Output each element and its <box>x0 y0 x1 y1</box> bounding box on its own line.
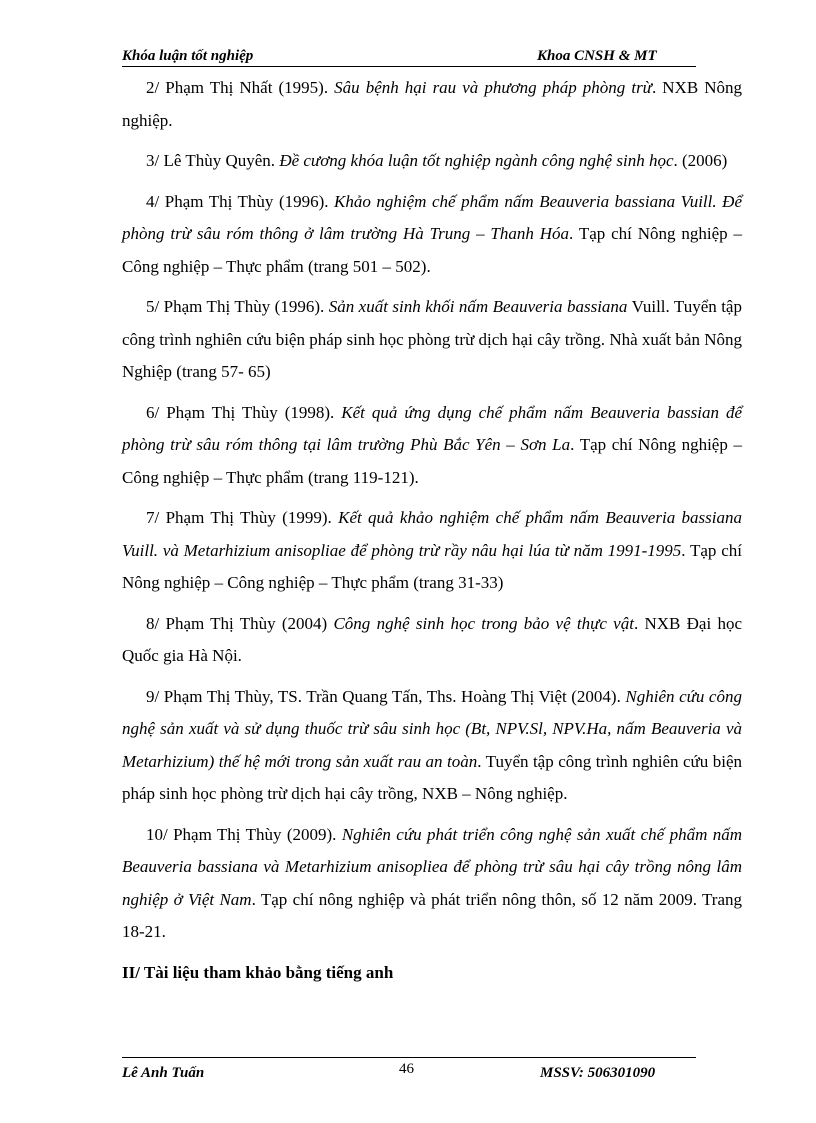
reference-source: . Tạp chí Nông nghiệp – Công nghiệp – Thực phẩm (trang 31-33) <box>122 540 742 592</box>
reference-title: Nghiên cứu công nghệ sản xuất và sử dụng thuốc trừ sâu sinh học (Bt, NPV.Sl, NPV.Ha, nấm Beauveria và Metarhizium) thế hệ mới trong sản xuất rau an toàn <box>122 686 742 771</box>
reference-source: . NXB Nông nghiệp. <box>122 78 742 130</box>
reference-title: Sâu bệnh hại rau và phương pháp phòng trừ <box>334 78 652 97</box>
reference-author: 9/ Phạm Thị Thùy, TS. Trần Quang Tấn, Ths. Hoàng Thị Việt (2004). <box>146 686 626 706</box>
reference-author: 5/ Phạm Thị Thùy (1996). <box>146 297 329 316</box>
reference-source: . (2006) <box>673 151 728 170</box>
reference-source: . Tuyển tập công trình nghiên cứu biện pháp sinh học phòng trừ dịch hại cây trồng, NXB – Nông nghiệp. <box>122 751 742 803</box>
reference-author: 10/ Phạm Thị Thùy (2009). <box>146 824 342 844</box>
reference-author: 7/ Phạm Thị Thùy (1999). <box>146 508 339 527</box>
reference-author: 8/ Phạm Thị Thùy (2004) <box>146 613 334 633</box>
reference-source: Vuill. Tuyển tập công trình nghiên cứu biện pháp sinh học phòng trừ dịch hại cây trồng. Nhà xuất bản Nông Nghiệp (trang 57- 65) <box>122 297 742 381</box>
section-heading: II/ Tài liệu tham khảo bằng tiếng anh <box>122 962 394 982</box>
reference-source: . Tạp chí Nông nghiệp – Công nghiệp – Thực phẩm (trang 501 – 502). <box>122 224 743 276</box>
reference-item <box>122 608 742 673</box>
reference-item <box>122 145 742 178</box>
page-header <box>122 46 696 67</box>
reference-title: Đề cương khóa luận tốt nghiệp ngành công nghệ sinh học <box>279 151 674 170</box>
header-left-text: Khóa luận tốt nghiệp <box>122 48 254 64</box>
reference-item <box>122 291 742 389</box>
reference-title: Kết quả khảo nghiệm chế phẩm nấm Beauveria bassiana Vuill. và Metarhizium anisopliae để phòng trừ rầy nâu hại lúa từ năm 1991-1995 <box>122 508 742 560</box>
reference-title: Công nghệ sinh học trong bảo vệ thực vật <box>333 613 634 633</box>
page-number: 46 <box>399 1061 414 1077</box>
reference-title: Nghiên cứu phát triển công nghệ sản xuất chế phẩm nấm Beauveria bassiana và Metarhizium anisopliea để phòng trừ sâu hại cây trồng nông lâm nghiệp ở Việt Nam <box>122 824 743 909</box>
header-right-text: Khoa CNSH & MT <box>537 48 657 64</box>
reference-title: Khảo nghiệm chế phẩm nấm Beauveria bassiana Vuill. Để phòng trừ sâu róm thông ở lâm trường Hà Trung – Thanh Hóa <box>122 191 742 243</box>
reference-author: 4/ Phạm Thị Thùy (1996). <box>146 191 335 211</box>
reference-title: Sản xuất sinh khối nấm Beauveria bassiana <box>328 297 628 316</box>
reference-author: 2/ Phạm Thị Nhất (1995). <box>146 78 335 97</box>
reference-title: Kết quả ứng dụng chế phẩm nấm Beauveria bassian để phòng trừ sâu róm thông tại lâm trường Phù Bắc Yên – Sơn La <box>122 402 742 454</box>
reference-author: 6/ Phạm Thị Thùy (1998). <box>146 402 342 422</box>
footer-student-id: MSSV: 506301090 <box>540 1065 656 1080</box>
reference-item <box>122 186 742 284</box>
reference-source: . Tạp chí Nông nghiệp – Công nghiệp – Thực phẩm (trang 119-121). <box>122 435 742 487</box>
reference-item <box>122 819 742 949</box>
reference-list <box>122 72 742 989</box>
reference-source: . Tạp chí nông nghiệp và phát triển nông thôn, số 12 năm 2009. Trang 18-21. <box>122 889 742 941</box>
reference-item <box>122 502 742 600</box>
reference-source: . NXB Đại học Quốc gia Hà Nội. <box>122 613 742 665</box>
page-footer <box>122 1058 696 1080</box>
footer-author: Lê Anh Tuấn <box>122 1065 205 1080</box>
reference-item <box>122 72 742 137</box>
reference-item <box>122 397 742 495</box>
reference-author: 3/ Lê Thùy Quyên. <box>146 151 280 170</box>
reference-item <box>122 681 742 811</box>
